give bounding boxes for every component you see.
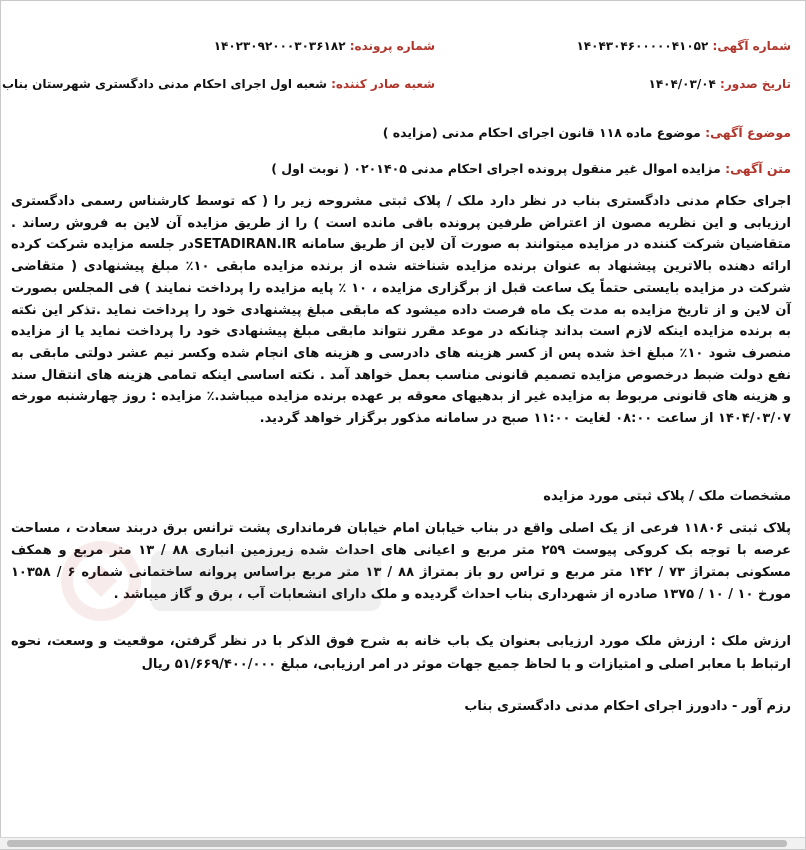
- text-label: متن آگهی:: [725, 161, 791, 176]
- notice-title: مزایده اموال غیر منقول پرونده اجرای احکام مدنی ۰۲۰۱۴۰۵ ( نوبت اول ): [271, 161, 721, 176]
- notice-number-row: [576, 39, 791, 53]
- horizontal-scrollbar[interactable]: [0, 837, 805, 849]
- notice-body: [11, 191, 791, 430]
- issue-date-label: تاریخ صدور:: [720, 77, 791, 91]
- issuer-label: شعبه صادر کننده:: [331, 77, 435, 91]
- notice-number-value: ۱۴۰۴۳۰۴۶۰۰۰۰۰۴۱۰۵۲: [576, 39, 709, 53]
- property-specs-text: پلاک ثبتی ۱۱۸۰۶ فرعی از یک اصلی واقع در بناب خیابان امام خیابان فرمانداری پشت ترانس برق دربند سعادت ، مساحت عرصه با توجه بک کروکی پیوست ۲۵۹ متر مربع و اعیانی های احداث شده زیرزمین انباری ۸۸ / ۱۳ متر مربع و همکف مسکونی بمتراژ ۷۳ / ۱۴۲ متر مربع و تراس رو باز بمتراژ ۸۸ / ۱۳ متر مربع براساس پروانه ساختمانی شماره ۶ / ۱۰۳۵۸ مورخ ۱۰ / ۱۰ / ۱۳۷۵ صادره از شهرداری بناب احداث گردیده و ملک دارای انشعابات آب ، برق و گاز میباشد .: [11, 521, 791, 602]
- issue-date-value: ۱۴۰۴/۰۳/۰۴: [648, 77, 716, 91]
- body-text-part-2: در جلسه مزایده شرکت کرده ارائه دهنده بالاترین پیشنهاد به عنوان برنده مزایده شناخته شده از برنده مزایده مابقی ۱۰٪ مبلغ پیشنهادی ( متقاضی شرکت در مزایده بایستی حتماً یک ساعت قبل از برگزاری مزایده ، ۱۰ ٪ پایه مزایده را پرداخت نمایند ) فی المجلس بصورت آن لاین و از تاریخ مزایده به مدت یک ماه فرصت داده میشود که مابقی مبلغ پیشنهادی خود را پرداخت نماید .تذکر این نکته به برنده مزایده اینکه لازم است بداند چنانکه در موعد مقرر نتواند مابقی مبلغ پیشنهادی خود را پرداخت نماید یا از مزایده منصرف شود ۱۰٪ مبلغ اخذ شده پس از کسر هزینه های دادرسی و هزینه های انجام شده وکسر نیم عشر دولتی مابقی به نفع دولت ضبط درخصوص مزایده تصمیم قانونی مناسب بعمل خواهد آمد . نکته اساسی اینکه تمامی هزینه های انتقال سند و هزینه های قانونی مربوط به مزایده غیر از بدهیهای معوقه بر عهده برنده مزایده میباشد.٪ مزایده : روز چهارشنبه مورخه ۱۴۰۴/۰۳/۰۷ از ساعت ۰۸:۰۰ لغایت ۱۱:۰۰ صبح در سامانه مذکور برگزار خواهد گردید.: [11, 237, 791, 427]
- issuer-row: [2, 77, 435, 91]
- signature: رزم آور - دادورز اجرای احکام مدنی دادگستری بناب: [464, 699, 791, 714]
- issue-date-row: [649, 77, 792, 91]
- property-valuation-text: ارزش ملک : ارزش ملک مورد ارزیابی بعنوان یک باب خانه به شرح فوق الذکر با در نظر گرفتن، موقعیت و وسعت، نحوه ارتباط با معابر اصلی و امتیازات و با لحاظ جمیع جهات موثر در امر ارزیابی، مبلغ ۵۱/۶۶۹/۴۰۰/۰۰۰ ریال: [11, 634, 791, 672]
- scrollbar-thumb[interactable]: [7, 840, 787, 847]
- notice-number-label: شماره آگهی:: [712, 39, 791, 53]
- property-specs-title: مشخصات ملک / پلاک ثبتی مورد مزایده: [543, 489, 791, 504]
- case-number-row: [214, 39, 435, 53]
- case-number-value: ۱۴۰۲۳۰۹۲۰۰۰۳۰۳۶۱۸۲: [213, 39, 346, 53]
- setadiran-site-text: SETADIRAN.IR: [193, 237, 297, 253]
- issuer-value: شعبه اول اجرای احکام مدنی دادگستری شهرستان بناب: [1, 77, 327, 91]
- subject-label: موضوع آگهی:: [705, 125, 791, 140]
- body-text-part-1: اجرای حکام مدنی دادگستری بناب در نظر دارد ملک / پلاک ثبتی مشروحه زیر را ( که توسط کارشناس رسمی دادگستری ارزیابی و این نظریه مصون از اعتراض طرفین پرونده باقی مانده است ) را از طریق مزایده آن لاین به فروش رساند . متقاضیان شرکت کننده در مزایده میتوانند به صورت آن لاین از طریق سامانه: [11, 194, 791, 253]
- notice-title-row: [271, 161, 791, 176]
- subject-value: موضوع ماده ۱۱۸ قانون اجرای احکام مدنی (مزایده ): [382, 125, 701, 140]
- notice-subject-row: [383, 125, 791, 140]
- case-number-label: شماره پرونده:: [349, 39, 435, 53]
